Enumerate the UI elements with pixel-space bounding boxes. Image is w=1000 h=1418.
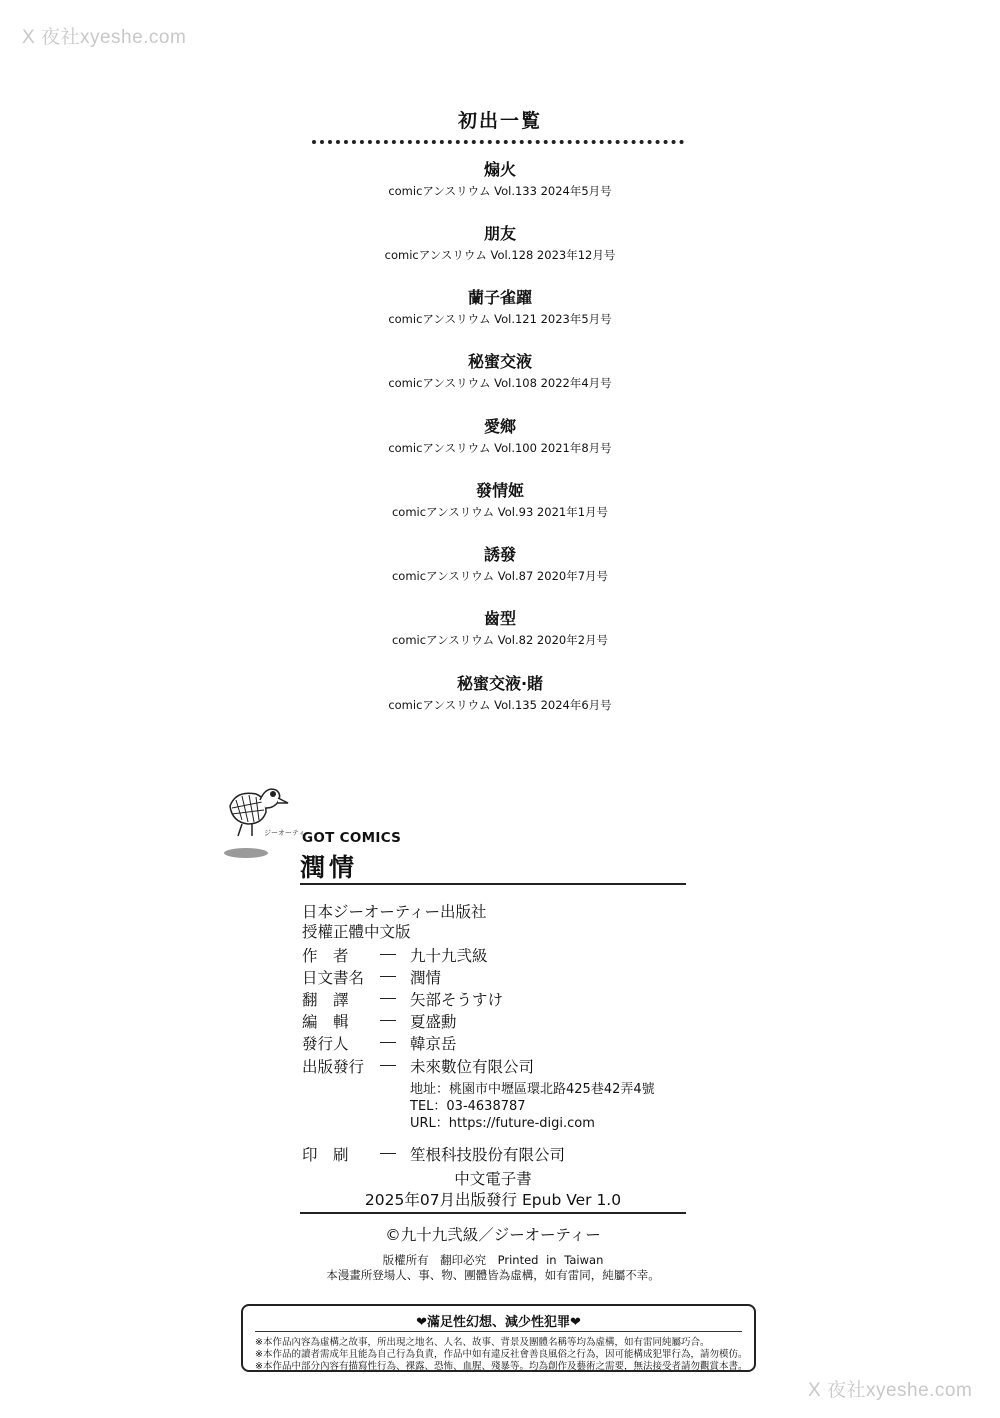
book-title: 潤情 <box>300 853 359 882</box>
credit-dash <box>380 976 396 977</box>
work-title: 煽火 <box>483 160 516 179</box>
imprint-label: GOT COMICS <box>302 830 402 846</box>
publisher-url: URL：https://future-digi.com <box>410 1116 595 1131</box>
publisher-address: 地址：桃園市中壢區環北路425巷42弄4號 <box>410 1082 655 1097</box>
credit-value: 夏盛勳 <box>410 1013 457 1031</box>
copyright-line: ©九十九弐級／ジーオーティー <box>385 1226 601 1244</box>
work-source: comicアンスリウム Vol.121 2023年5月号 <box>388 312 612 326</box>
bird-mascot-icon <box>222 778 313 862</box>
notice-line: ※本作品中部分內容有描寫性行為、裸露、恐怖、血腥、殘暴等。均為創作及藝術之需要，無法接受者請勿觀賞本書。 <box>255 1361 748 1372</box>
license-line: 日本ジーオーティー出版社 <box>302 903 487 921</box>
notice-line: ※本作品內容為虛構之故事，所出現之地名、人名、故事、背景及團體名稱等均為虛構，如有雷同純屬巧合。 <box>255 1337 710 1348</box>
ebook-label: 中文電子書 <box>454 1170 532 1188</box>
credit-label: 出版發行 <box>302 1058 365 1076</box>
watermark-bottom: X 夜社xyeshe.com <box>808 1380 973 1401</box>
work-source: comicアンスリウム Vol.93 2021年1月号 <box>391 505 609 519</box>
publisher-tel: TEL：03-4638787 <box>410 1099 526 1114</box>
dotted-divider <box>312 140 684 144</box>
credit-dash <box>380 954 396 955</box>
work-entry <box>0 609 1000 648</box>
credit-dash <box>380 1065 396 1066</box>
fiction-disclaimer: 本漫畫所登場人、事、物、團體皆為虛構，如有雷同，純屬不幸。 <box>326 1268 660 1282</box>
work-entry <box>0 352 1000 391</box>
work-title: 蘭子雀躍 <box>467 288 532 307</box>
work-entry <box>0 160 1000 199</box>
credit-label: 日文書名 <box>302 969 365 987</box>
work-title: 齒型 <box>483 609 516 628</box>
work-source: comicアンスリウム Vol.128 2023年12月号 <box>384 248 616 262</box>
work-title: 朋友 <box>483 224 516 243</box>
notice-divider <box>255 1331 742 1332</box>
notice-line: ※本作品的讀者需成年且能為自己行為負責，作品中如有違反社會善良風俗之行為，因可能構成犯罪行為，請勿模仿。 <box>255 1349 748 1360</box>
credit-dash <box>380 1020 396 1021</box>
work-entry <box>0 288 1000 327</box>
work-title: 愛鄉 <box>483 417 516 436</box>
first-appearance-heading: 初出一覧 <box>457 110 542 132</box>
credit-dash <box>380 998 396 999</box>
work-source: comicアンスリウム Vol.108 2022年4月号 <box>388 376 612 390</box>
notice-box <box>241 1304 756 1372</box>
work-entry <box>0 224 1000 263</box>
credit-value: 未來數位有限公司 <box>410 1058 535 1076</box>
credit-label: 發行人 <box>302 1035 349 1053</box>
credit-label: 翻 譯 <box>302 991 349 1009</box>
credit-value: 潤情 <box>410 969 442 987</box>
license-line: 授權正體中文版 <box>302 923 411 941</box>
work-title: 秘蜜交液 <box>467 352 532 371</box>
credit-value: 笙根科技股份有限公司 <box>410 1146 566 1164</box>
work-entry <box>0 417 1000 456</box>
credit-value: 矢部そうすけ <box>410 991 504 1009</box>
work-source: comicアンスリウム Vol.87 2020年7月号 <box>391 569 609 583</box>
credit-label: 印 刷 <box>302 1146 349 1164</box>
rights-line: 版權所有 翻印必究 Printed in Taiwan <box>382 1253 604 1267</box>
mascot-caption: ジーオーティー <box>264 829 313 837</box>
work-entry <box>0 545 1000 584</box>
edition-info: 2025年07月出版發行 Epub Ver 1.0 <box>364 1191 622 1209</box>
work-source: comicアンスリウム Vol.82 2020年2月号 <box>391 633 609 647</box>
credit-label: 作 者 <box>302 947 349 965</box>
credit-value: 九十九弐級 <box>410 947 488 965</box>
work-entry <box>0 674 1000 713</box>
work-source: comicアンスリウム Vol.100 2021年8月号 <box>388 441 612 455</box>
work-title: 秘蜜交液·賭 <box>456 674 544 693</box>
credit-dash <box>380 1042 396 1043</box>
work-source: comicアンスリウム Vol.133 2024年5月号 <box>388 184 612 198</box>
colophon-rule <box>300 1212 686 1214</box>
work-source: comicアンスリウム Vol.135 2024年6月号 <box>388 698 612 712</box>
credit-dash <box>380 1153 396 1154</box>
work-entry <box>0 481 1000 520</box>
watermark-top: X 夜社xyeshe.com <box>22 27 187 48</box>
work-title: 發情姬 <box>475 481 524 500</box>
credit-label: 編 輯 <box>302 1013 349 1031</box>
work-title: 誘發 <box>483 545 516 564</box>
colophon-rule <box>300 883 686 885</box>
notice-title: ❤滿足性幻想、減少性犯罪❤ <box>416 1315 581 1330</box>
credit-value: 韓京岳 <box>410 1035 457 1053</box>
